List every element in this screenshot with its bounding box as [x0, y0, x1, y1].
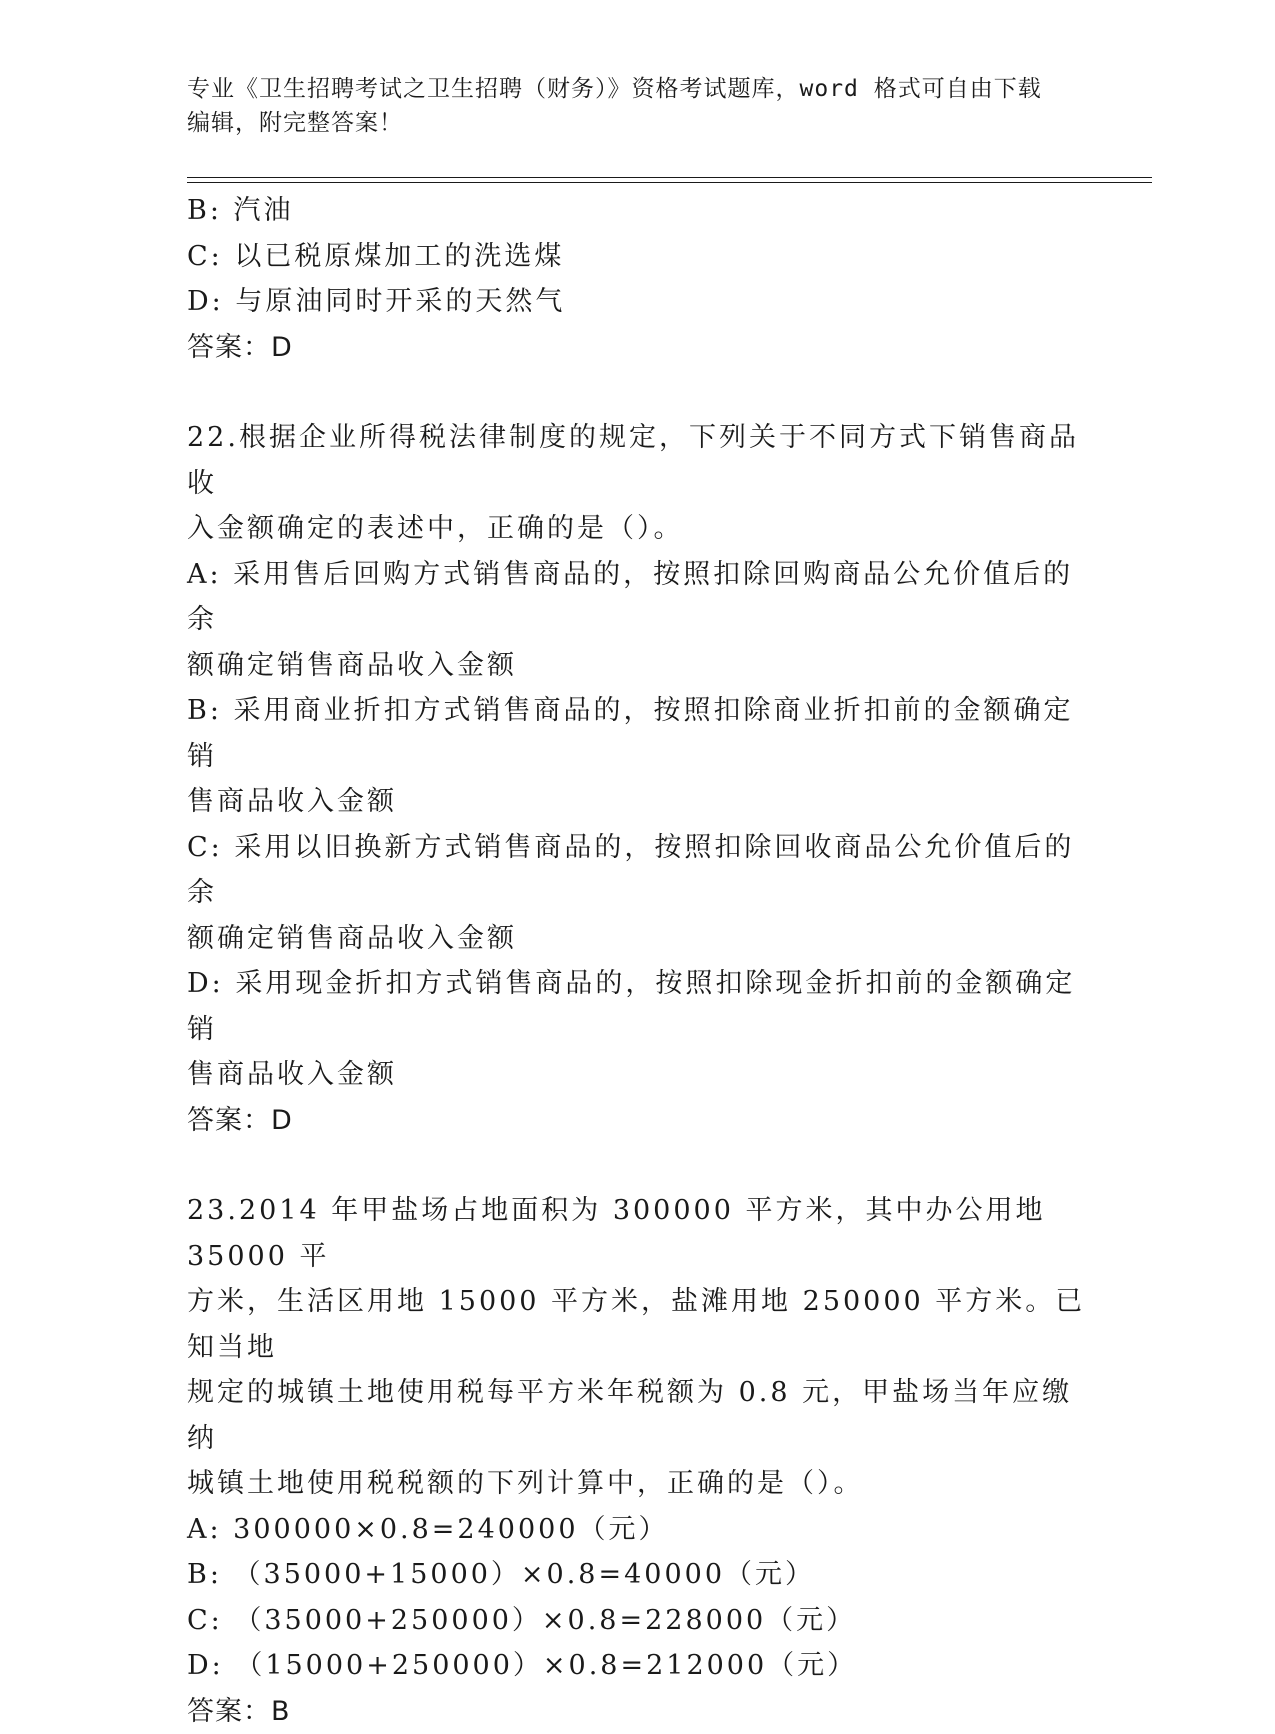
question-stem-line: 22.根据企业所得税法律制度的规定，下列关于不同方式下销售商品收	[187, 415, 1087, 506]
question-stem-line: 方米，生活区用地 15000 平方米，盐滩用地 250000 平方米。已知当地	[187, 1279, 1087, 1370]
option-b-line: 售商品收入金额	[187, 779, 1087, 825]
option-a-line: 额确定销售商品收入金额	[187, 643, 1087, 689]
header-note	[187, 72, 1067, 140]
question-stem-line: 23.2014 年甲盐场占地面积为 300000 平方米，其中办公用地 35000 平	[187, 1188, 1087, 1279]
answer-line: 答案：D	[187, 1098, 1087, 1144]
option-b: B: （35000+15000）×0.8=40000（元）	[187, 1552, 1087, 1598]
option-c-line: C: 采用以旧换新方式销售商品的，按照扣除回收商品公允价值后的余	[187, 825, 1087, 916]
option-c: C: 以已税原煤加工的洗选煤	[187, 234, 1087, 280]
option-a: A: 300000×0.8=240000（元）	[187, 1507, 1087, 1553]
question-stem-line: 规定的城镇土地使用税每平方米年税额为 0.8 元，甲盐场当年应缴纳	[187, 1370, 1087, 1461]
option-d: D: 与原油同时开采的天然气	[187, 279, 1087, 325]
option-d-line: 售商品收入金额	[187, 1052, 1087, 1098]
question-stem-line: 入金额确定的表述中，正确的是（）。	[187, 506, 1087, 552]
option-d: D: （15000+250000）×0.8=212000（元）	[187, 1643, 1087, 1689]
option-a-line: A: 采用售后回购方式销售商品的，按照扣除回购商品公允价值后的余	[187, 552, 1087, 643]
header-line-2: 编辑，附完整答案！	[187, 106, 1067, 140]
header-line-1: 专业《卫生招聘考试之卫生招聘（财务）》资格考试题库，word 格式可自由下载	[187, 72, 1067, 106]
option-c: C: （35000+250000）×0.8=228000（元）	[187, 1598, 1087, 1644]
header-divider-top	[187, 177, 1152, 178]
option-b: B: 汽油	[187, 188, 1087, 234]
spacer	[187, 1143, 1087, 1188]
question-stem-line: 城镇土地使用税税额的下列计算中，正确的是（）。	[187, 1461, 1087, 1507]
option-c-line: 额确定销售商品收入金额	[187, 916, 1087, 962]
option-b-line: B: 采用商业折扣方式销售商品的，按照扣除商业折扣前的金额确定销	[187, 688, 1087, 779]
question-22	[187, 415, 1087, 1143]
question-23	[187, 1188, 1087, 1734]
answer-line: 答案：D	[187, 325, 1087, 371]
option-d-line: D: 采用现金折扣方式销售商品的，按照扣除现金折扣前的金额确定销	[187, 961, 1087, 1052]
question-content	[187, 188, 1087, 1734]
prev-question-block	[187, 188, 1087, 370]
header-divider-bottom	[187, 182, 1152, 183]
spacer	[187, 370, 1087, 415]
answer-line: 答案：B	[187, 1689, 1087, 1734]
